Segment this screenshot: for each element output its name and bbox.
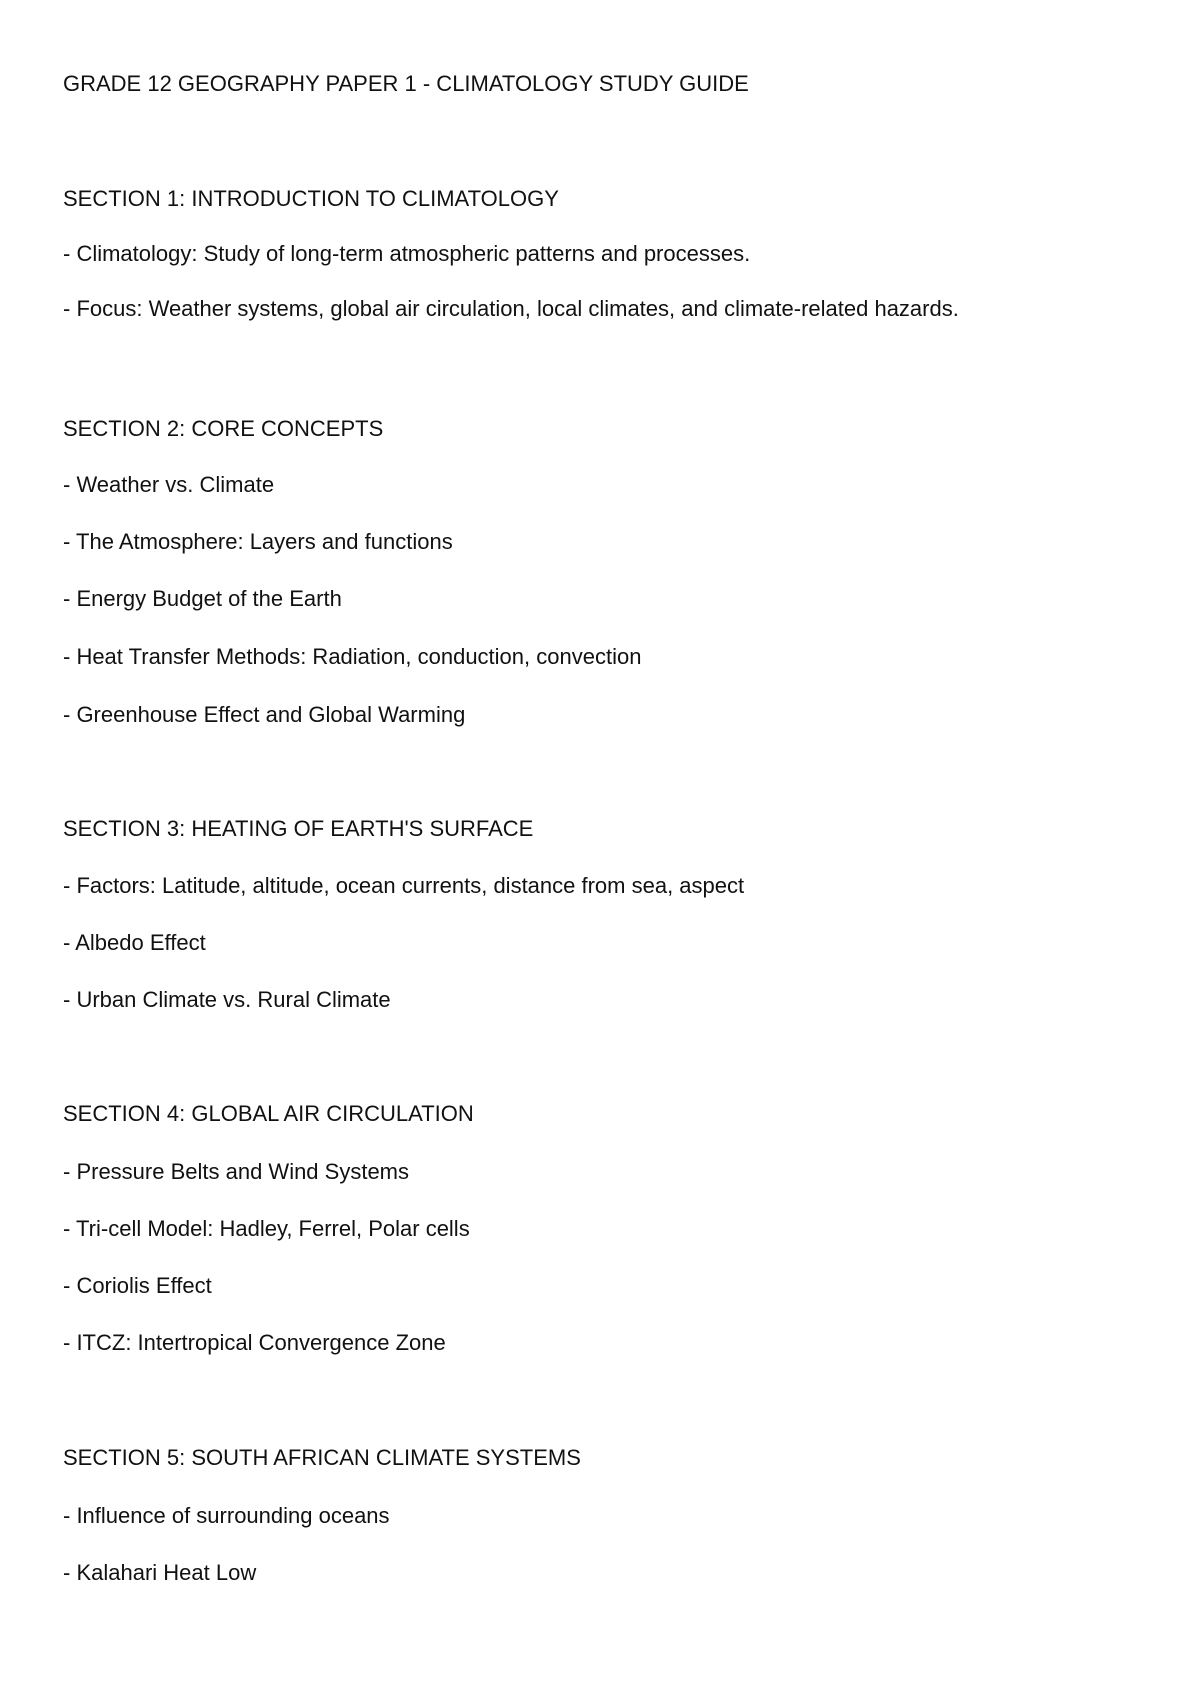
section-4-item: - ITCZ: Intertropical Convergence Zone <box>63 1330 446 1355</box>
section-3-item: - Urban Climate vs. Rural Climate <box>63 987 391 1012</box>
section-2-heading: SECTION 2: CORE CONCEPTS <box>63 416 384 441</box>
section-2-item: - Heat Transfer Methods: Radiation, conduction, convection <box>63 644 642 669</box>
section-4-item: - Pressure Belts and Wind Systems <box>63 1159 410 1184</box>
section-4-item: - Tri-cell Model: Hadley, Ferrel, Polar cells <box>63 1216 470 1241</box>
section-2-item: - The Atmosphere: Layers and functions <box>63 529 453 554</box>
section-1-heading: SECTION 1: INTRODUCTION TO CLIMATOLOGY <box>63 186 559 211</box>
section-2-item: - Greenhouse Effect and Global Warming <box>63 702 466 727</box>
section-4-heading: SECTION 4: GLOBAL AIR CIRCULATION <box>63 1101 474 1126</box>
section-4-item: - Coriolis Effect <box>63 1273 212 1298</box>
section-2-item: - Energy Budget of the Earth <box>63 586 342 611</box>
section-1-item: - Focus: Weather systems, global air circulation, local climates, and climate-related hazards. <box>63 296 959 321</box>
section-5-item: - Influence of surrounding oceans <box>63 1503 390 1528</box>
section-3-item: - Factors: Latitude, altitude, ocean currents, distance from sea, aspect <box>63 873 745 898</box>
section-3-item: - Albedo Effect <box>63 930 206 955</box>
section-5-heading: SECTION 5: SOUTH AFRICAN CLIMATE SYSTEMS <box>63 1445 581 1470</box>
section-1-item: - Climatology: Study of long-term atmospheric patterns and processes. <box>63 241 751 266</box>
section-5-item: - Kalahari Heat Low <box>63 1560 257 1585</box>
section-3-heading: SECTION 3: HEATING OF EARTH'S SURFACE <box>63 816 534 841</box>
section-2-item: - Weather vs. Climate <box>63 472 275 497</box>
document-title: GRADE 12 GEOGRAPHY PAPER 1 - CLIMATOLOGY STUDY GUIDE <box>63 71 749 96</box>
